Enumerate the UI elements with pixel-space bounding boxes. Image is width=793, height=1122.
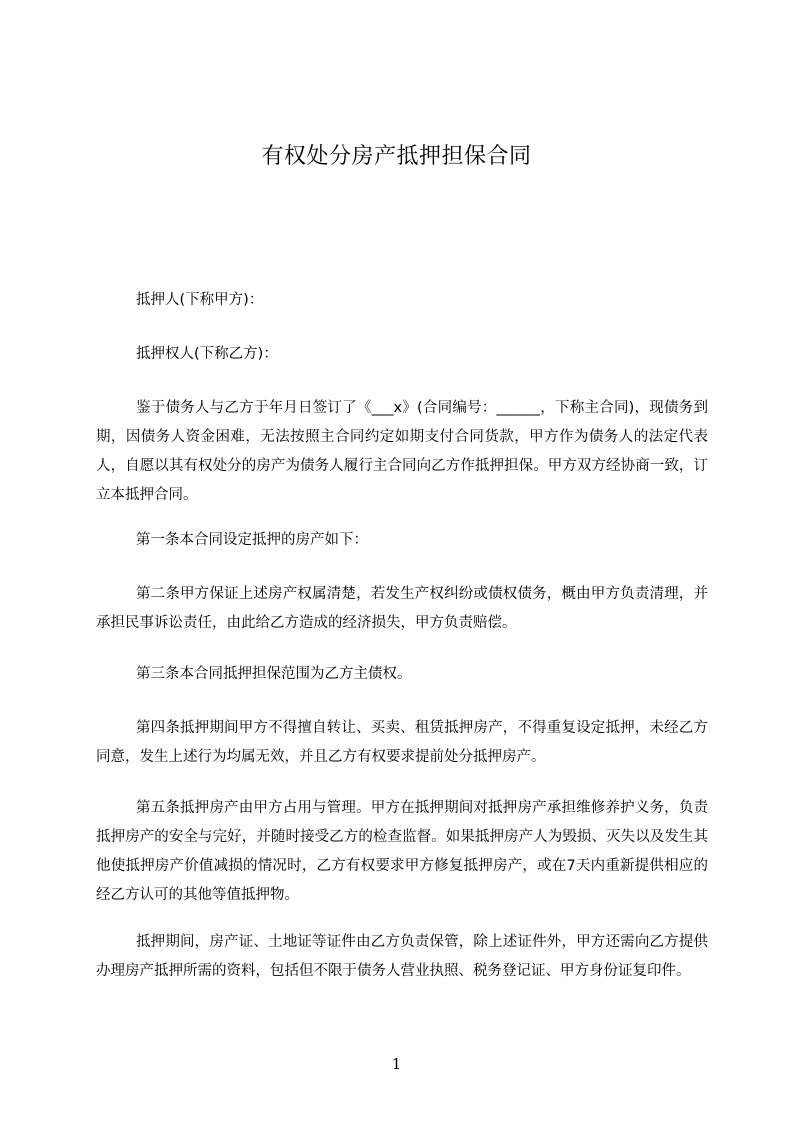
- paragraph-preamble: 鉴于债务人与乙方于年月日签订了《___x》(合同编号：______，下称主合同)，现债务到期，因债务人资金困难，无法按照主合同约定如期支付合同货款，甲方作为债务人的法定代表人，自愿以其有权处分的房产为债务人履行主合同向乙方作抵押担保。甲方双方经协商一致，订立本抵押合同。: [96, 400, 708, 503]
- paragraph-mortgagee: 抵押权人(下称乙方)：: [136, 346, 278, 362]
- page-number: 1: [391, 1055, 402, 1073]
- paragraph-article-4: 第四条抵押期间甲方不得擅自转让、买卖、租赁抵押房产，不得重复设定抵押，未经乙方同意，发生上述行为均属无效，并且乙方有权要求提前处分抵押房产。: [96, 720, 708, 765]
- paragraph-mortgagor: 抵押人(下称甲方)：: [136, 292, 264, 308]
- paragraph-custody: 抵押期间，房产证、土地证等证件由乙方负责保管，除上述证件外，甲方还需向乙方提供办理房产抵押所需的资料，包括但不限于债务人营业执照、税务登记证、甲方身份证复印件。: [96, 934, 708, 979]
- paragraph-article-2: 第二条甲方保证上述房产权属清楚，若发生产权纠纷或债权债务，概由甲方负责清理，并承担民事诉讼责任，由此给乙方造成的经济损失，甲方负责赔偿。: [96, 586, 708, 631]
- paragraph-article-1: 第一条本合同设定抵押的房产如下：: [136, 532, 368, 548]
- paragraph-article-3: 第三条本合同抵押担保范围为乙方主债权。: [136, 666, 412, 682]
- paragraph-article-5: 第五条抵押房产由甲方占用与管理。甲方在抵押期间对抵押房产承担维修养护义务，负责抵押房产的安全与完好，并随时接受乙方的检查监督。如果抵押房产人为毁损、灭失以及发生其他使抵押房产价值减损的情况时，乙方有权要求甲方修复抵押房产，或在7天内重新提供相应的经乙方认可的其他等值抵押物。: [96, 800, 708, 903]
- document-title: 有权处分房产抵押担保合同: [261, 144, 532, 169]
